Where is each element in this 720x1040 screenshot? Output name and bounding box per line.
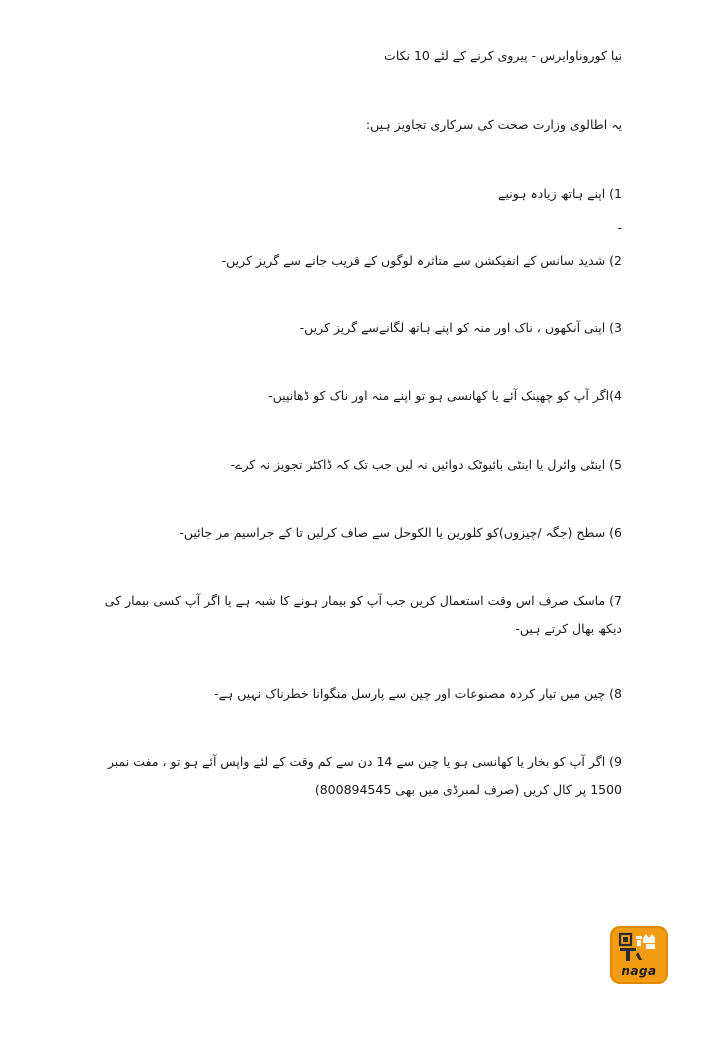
list-item-2: 2) شدید سانس کے انفیکشن سے متاثرہ لوگوں کے قریب جانے سے گریز کریں-	[221, 253, 622, 268]
list-item-8: 8) چین میں تیار کردہ مصنوعات اور چین سے پارسل منگوانا خطرناک نہیں ہے-	[214, 686, 622, 701]
list-item-1: 1) اپنے ہاتھ زیادہ ہونیے	[498, 186, 622, 201]
list-item-4: 4)اگر آپ کو چھینک آئے یا کھانسی ہو تو اپنے منہ اور ناک کو ڈھانپیں-	[268, 388, 622, 403]
logo-text: naga	[621, 964, 657, 978]
naga-logo-icon	[610, 926, 668, 984]
list-item-7: 7) ماسک صرف اس وقت استعمال کریں جب آپ کو بیمار ہونے کا شبہ ہے یا اگر آپ کسی بیمار کی دیکھ بھال کرتے ہیں-	[104, 593, 622, 636]
list-item-5: 5) اینٹی وائرل یا اینٹی بائیوٹک دوائیں نہ لیں جب تک کہ ڈاکٹر تجویز نہ کرے-	[230, 457, 622, 472]
list-item-3: 3) اپنی آنکھوں ، ناک اور منہ کو اپنے ہاتھ لگانےسے گریز کریں-	[299, 320, 622, 335]
document-intro: یہ اطالوی وزارت صحت کی سرکاری تجاویز ہیں:	[365, 117, 622, 132]
list-item-separator: -	[617, 220, 622, 235]
document-title: نیا کوروناوایرس - پیروی کرنے کے لئے 10 نکات	[384, 48, 622, 63]
list-item-6: 6) سطح (جگہ /چیزوں)کو کلورین یا الکوحل سے صاف کرلیں تا کے جراسیم مر جائیں-	[179, 525, 622, 540]
list-item-9: 9) اگر آپ کو بخار یا کھانسی ہو یا چین سے 14 دن سے کم وقت کے لئے واپس آئے ہو تو ، مفت نمبر 1500 پر کال کریں (صرف لمبرڈی میں بھی 800894545)	[107, 754, 622, 797]
